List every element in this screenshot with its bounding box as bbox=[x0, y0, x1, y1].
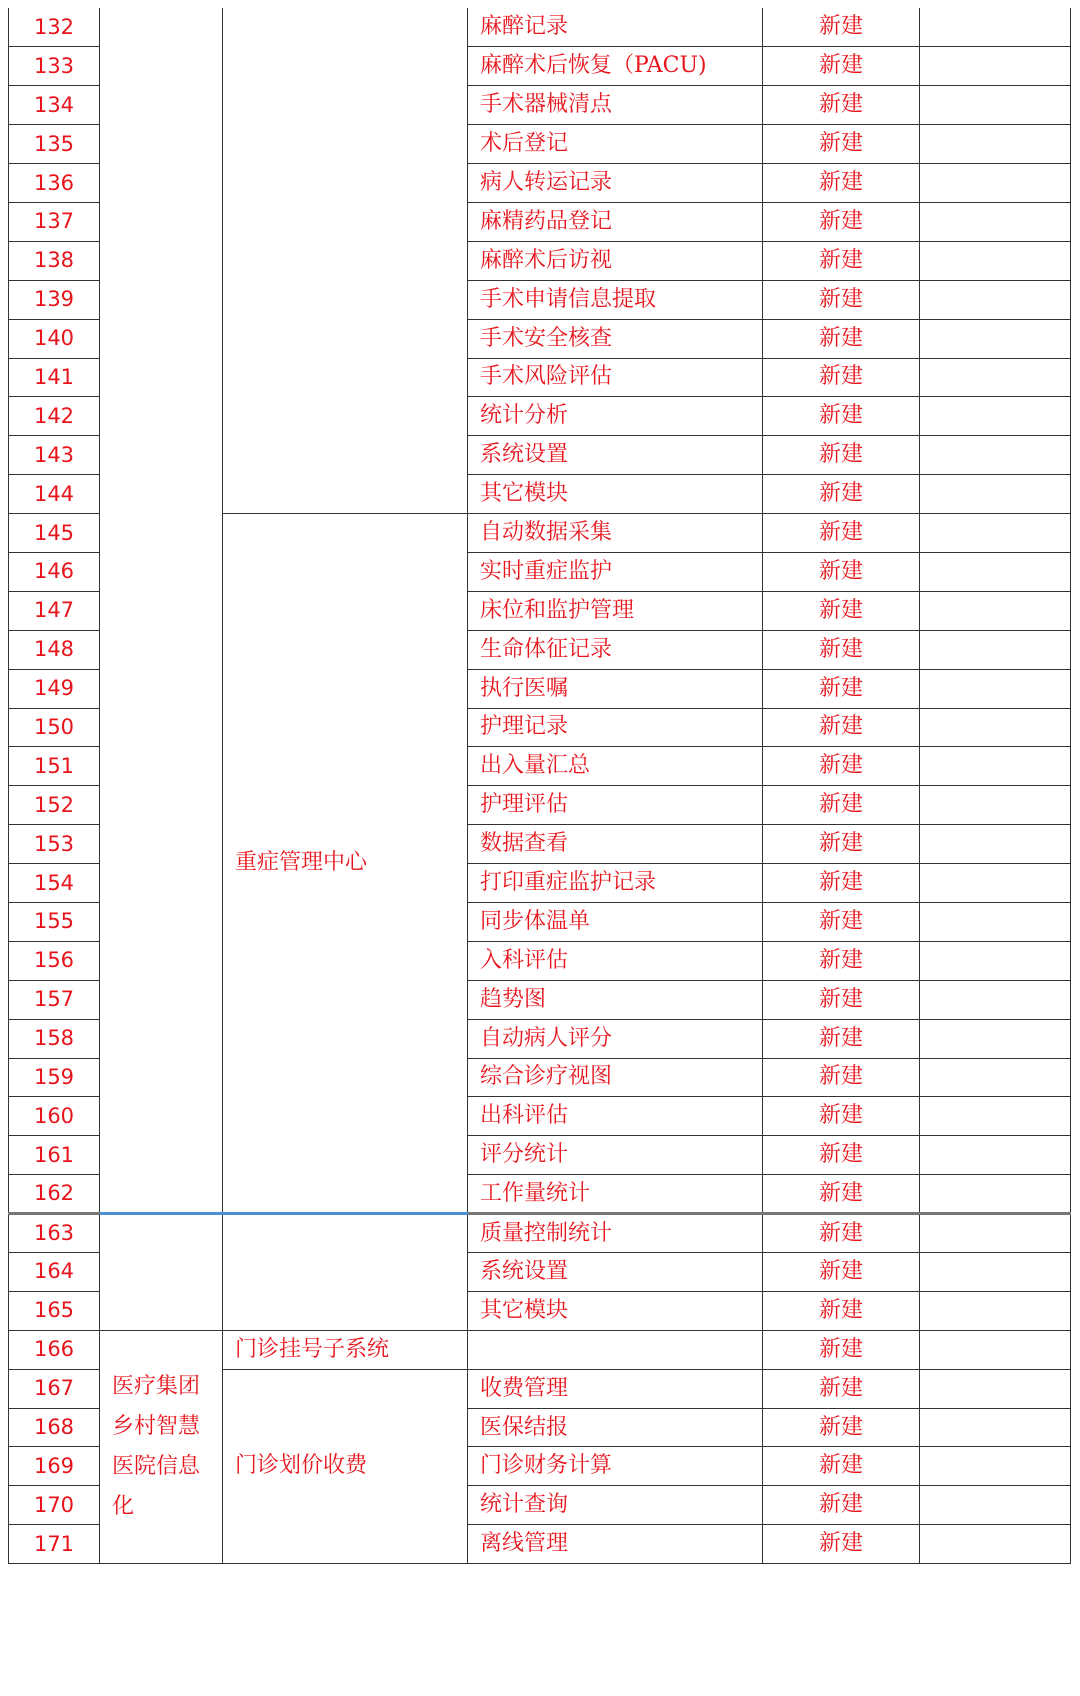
status-cell: 新建 bbox=[763, 397, 920, 436]
row-number: 138 bbox=[9, 241, 100, 280]
function-name: 医保结报 bbox=[468, 1408, 763, 1447]
function-name: 手术申请信息提取 bbox=[468, 280, 763, 319]
function-name: 系统设置 bbox=[468, 1253, 763, 1292]
function-name: 实时重症监护 bbox=[468, 552, 763, 591]
row-number: 156 bbox=[9, 941, 100, 980]
function-name: 手术安全核查 bbox=[468, 319, 763, 358]
group-cell-blank bbox=[100, 8, 223, 1214]
row-number: 136 bbox=[9, 164, 100, 203]
function-name: 病人转运记录 bbox=[468, 164, 763, 203]
row-number: 170 bbox=[9, 1486, 100, 1525]
row-number: 164 bbox=[9, 1253, 100, 1292]
note-cell bbox=[920, 358, 1071, 397]
row-number: 141 bbox=[9, 358, 100, 397]
function-name: 术后登记 bbox=[468, 125, 763, 164]
note-cell bbox=[920, 397, 1071, 436]
row-number: 154 bbox=[9, 864, 100, 903]
status-cell: 新建 bbox=[763, 1214, 920, 1253]
function-name: 统计分析 bbox=[468, 397, 763, 436]
function-name: 生命体征记录 bbox=[468, 630, 763, 669]
function-name: 数据查看 bbox=[468, 825, 763, 864]
status-cell: 新建 bbox=[763, 8, 920, 47]
status-cell: 新建 bbox=[763, 1486, 920, 1525]
function-name: 麻精药品登记 bbox=[468, 202, 763, 241]
note-cell bbox=[920, 1291, 1071, 1330]
function-name: 出入量汇总 bbox=[468, 747, 763, 786]
row-number: 139 bbox=[9, 280, 100, 319]
subsystem-cell-blank bbox=[223, 1214, 468, 1331]
status-cell: 新建 bbox=[763, 241, 920, 280]
function-name: 麻醉术后访视 bbox=[468, 241, 763, 280]
row-number: 132 bbox=[9, 8, 100, 47]
note-cell bbox=[920, 1330, 1071, 1369]
status-cell: 新建 bbox=[763, 86, 920, 125]
row-number: 165 bbox=[9, 1291, 100, 1330]
status-cell: 新建 bbox=[763, 319, 920, 358]
status-cell: 新建 bbox=[763, 1291, 920, 1330]
note-cell bbox=[920, 125, 1071, 164]
subsystem-cell-blank bbox=[223, 8, 468, 514]
function-name: 麻醉记录 bbox=[468, 8, 763, 47]
function-name: 同步体温单 bbox=[468, 902, 763, 941]
note-cell bbox=[920, 902, 1071, 941]
row-number: 151 bbox=[9, 747, 100, 786]
function-name: 麻醉术后恢复（PACU) bbox=[468, 47, 763, 86]
status-cell: 新建 bbox=[763, 358, 920, 397]
note-cell bbox=[920, 436, 1071, 475]
row-number: 162 bbox=[9, 1175, 100, 1214]
note-cell bbox=[920, 1486, 1071, 1525]
row-number: 167 bbox=[9, 1369, 100, 1408]
status-cell: 新建 bbox=[763, 902, 920, 941]
row-number: 169 bbox=[9, 1447, 100, 1486]
status-cell: 新建 bbox=[763, 125, 920, 164]
function-name: 系统设置 bbox=[468, 436, 763, 475]
status-cell: 新建 bbox=[763, 202, 920, 241]
note-cell bbox=[920, 1214, 1071, 1253]
note-cell bbox=[920, 8, 1071, 47]
function-name: 质量控制统计 bbox=[468, 1214, 763, 1253]
function-name: 其它模块 bbox=[468, 1291, 763, 1330]
row-number: 166 bbox=[9, 1330, 100, 1369]
function-name: 护理记录 bbox=[468, 708, 763, 747]
note-cell bbox=[920, 1447, 1071, 1486]
status-cell: 新建 bbox=[763, 669, 920, 708]
row-number: 161 bbox=[9, 1136, 100, 1175]
note-cell bbox=[920, 1058, 1071, 1097]
group-cell-blank bbox=[100, 1214, 223, 1331]
function-name: 趋势图 bbox=[468, 980, 763, 1019]
status-cell: 新建 bbox=[763, 1019, 920, 1058]
row-number: 145 bbox=[9, 514, 100, 553]
note-cell bbox=[920, 708, 1071, 747]
status-cell: 新建 bbox=[763, 1136, 920, 1175]
note-cell bbox=[920, 86, 1071, 125]
status-cell: 新建 bbox=[763, 475, 920, 514]
row-number: 158 bbox=[9, 1019, 100, 1058]
row-number: 159 bbox=[9, 1058, 100, 1097]
note-cell bbox=[920, 1369, 1071, 1408]
row-number: 140 bbox=[9, 319, 100, 358]
module-table-body bbox=[9, 8, 1071, 1564]
function-name: 统计查询 bbox=[468, 1486, 763, 1525]
status-cell: 新建 bbox=[763, 552, 920, 591]
note-cell bbox=[920, 280, 1071, 319]
function-name: 出科评估 bbox=[468, 1097, 763, 1136]
note-cell bbox=[920, 941, 1071, 980]
status-cell: 新建 bbox=[763, 1447, 920, 1486]
row-number: 149 bbox=[9, 669, 100, 708]
subsystem-cell-billing: 门诊划价收费 bbox=[223, 1369, 468, 1563]
subsystem-cell-icu: 重症管理中心 bbox=[223, 514, 468, 1214]
function-name: 评分统计 bbox=[468, 1136, 763, 1175]
row-number: 155 bbox=[9, 902, 100, 941]
status-cell: 新建 bbox=[763, 825, 920, 864]
status-cell: 新建 bbox=[763, 514, 920, 553]
function-name bbox=[468, 1330, 763, 1369]
status-cell: 新建 bbox=[763, 941, 920, 980]
note-cell bbox=[920, 825, 1071, 864]
note-cell bbox=[920, 552, 1071, 591]
note-cell bbox=[920, 241, 1071, 280]
note-cell bbox=[920, 1019, 1071, 1058]
note-cell bbox=[920, 47, 1071, 86]
table-row bbox=[9, 8, 1071, 47]
table-row bbox=[9, 1214, 1071, 1253]
note-cell bbox=[920, 786, 1071, 825]
row-number: 147 bbox=[9, 591, 100, 630]
note-cell bbox=[920, 630, 1071, 669]
row-number: 168 bbox=[9, 1408, 100, 1447]
group-cell-hospital-info: 医疗集团乡村智慧医院信息化 bbox=[100, 1330, 223, 1563]
status-cell: 新建 bbox=[763, 1525, 920, 1564]
note-cell bbox=[920, 591, 1071, 630]
module-table bbox=[8, 8, 1071, 1564]
note-cell bbox=[920, 1253, 1071, 1292]
note-cell bbox=[920, 747, 1071, 786]
note-cell bbox=[920, 164, 1071, 203]
function-name: 执行医嘱 bbox=[468, 669, 763, 708]
row-number: 148 bbox=[9, 630, 100, 669]
note-cell bbox=[920, 1097, 1071, 1136]
function-name: 手术风险评估 bbox=[468, 358, 763, 397]
row-number: 171 bbox=[9, 1525, 100, 1564]
function-name: 门诊财务计算 bbox=[468, 1447, 763, 1486]
note-cell bbox=[920, 1175, 1071, 1214]
status-cell: 新建 bbox=[763, 164, 920, 203]
function-name: 护理评估 bbox=[468, 786, 763, 825]
status-cell: 新建 bbox=[763, 1253, 920, 1292]
status-cell: 新建 bbox=[763, 591, 920, 630]
row-number: 143 bbox=[9, 436, 100, 475]
function-name: 自动病人评分 bbox=[468, 1019, 763, 1058]
note-cell bbox=[920, 1525, 1071, 1564]
status-cell: 新建 bbox=[763, 630, 920, 669]
note-cell bbox=[920, 475, 1071, 514]
function-name: 其它模块 bbox=[468, 475, 763, 514]
row-number: 146 bbox=[9, 552, 100, 591]
row-number: 134 bbox=[9, 86, 100, 125]
table-row bbox=[9, 1330, 1071, 1369]
subsystem-cell-registration: 门诊挂号子系统 bbox=[223, 1330, 468, 1369]
function-name: 入科评估 bbox=[468, 941, 763, 980]
function-name: 打印重症监护记录 bbox=[468, 864, 763, 903]
note-cell bbox=[920, 514, 1071, 553]
note-cell bbox=[920, 1136, 1071, 1175]
status-cell: 新建 bbox=[763, 280, 920, 319]
row-number: 144 bbox=[9, 475, 100, 514]
row-number: 137 bbox=[9, 202, 100, 241]
row-number: 150 bbox=[9, 708, 100, 747]
status-cell: 新建 bbox=[763, 980, 920, 1019]
row-number: 135 bbox=[9, 125, 100, 164]
status-cell: 新建 bbox=[763, 747, 920, 786]
status-cell: 新建 bbox=[763, 1330, 920, 1369]
function-name: 手术器械清点 bbox=[468, 86, 763, 125]
status-cell: 新建 bbox=[763, 786, 920, 825]
note-cell bbox=[920, 864, 1071, 903]
row-number: 163 bbox=[9, 1214, 100, 1253]
row-number: 157 bbox=[9, 980, 100, 1019]
function-name: 自动数据采集 bbox=[468, 514, 763, 553]
row-number: 142 bbox=[9, 397, 100, 436]
note-cell bbox=[920, 669, 1071, 708]
function-name: 床位和监护管理 bbox=[468, 591, 763, 630]
note-cell bbox=[920, 1408, 1071, 1447]
row-number: 153 bbox=[9, 825, 100, 864]
status-cell: 新建 bbox=[763, 1175, 920, 1214]
row-number: 160 bbox=[9, 1097, 100, 1136]
status-cell: 新建 bbox=[763, 1097, 920, 1136]
function-name: 离线管理 bbox=[468, 1525, 763, 1564]
status-cell: 新建 bbox=[763, 1408, 920, 1447]
status-cell: 新建 bbox=[763, 1058, 920, 1097]
function-name: 工作量统计 bbox=[468, 1175, 763, 1214]
status-cell: 新建 bbox=[763, 864, 920, 903]
note-cell bbox=[920, 202, 1071, 241]
status-cell: 新建 bbox=[763, 47, 920, 86]
note-cell bbox=[920, 980, 1071, 1019]
note-cell bbox=[920, 319, 1071, 358]
row-number: 152 bbox=[9, 786, 100, 825]
status-cell: 新建 bbox=[763, 708, 920, 747]
function-name: 收费管理 bbox=[468, 1369, 763, 1408]
status-cell: 新建 bbox=[763, 1369, 920, 1408]
row-number: 133 bbox=[9, 47, 100, 86]
function-name: 综合诊疗视图 bbox=[468, 1058, 763, 1097]
status-cell: 新建 bbox=[763, 436, 920, 475]
